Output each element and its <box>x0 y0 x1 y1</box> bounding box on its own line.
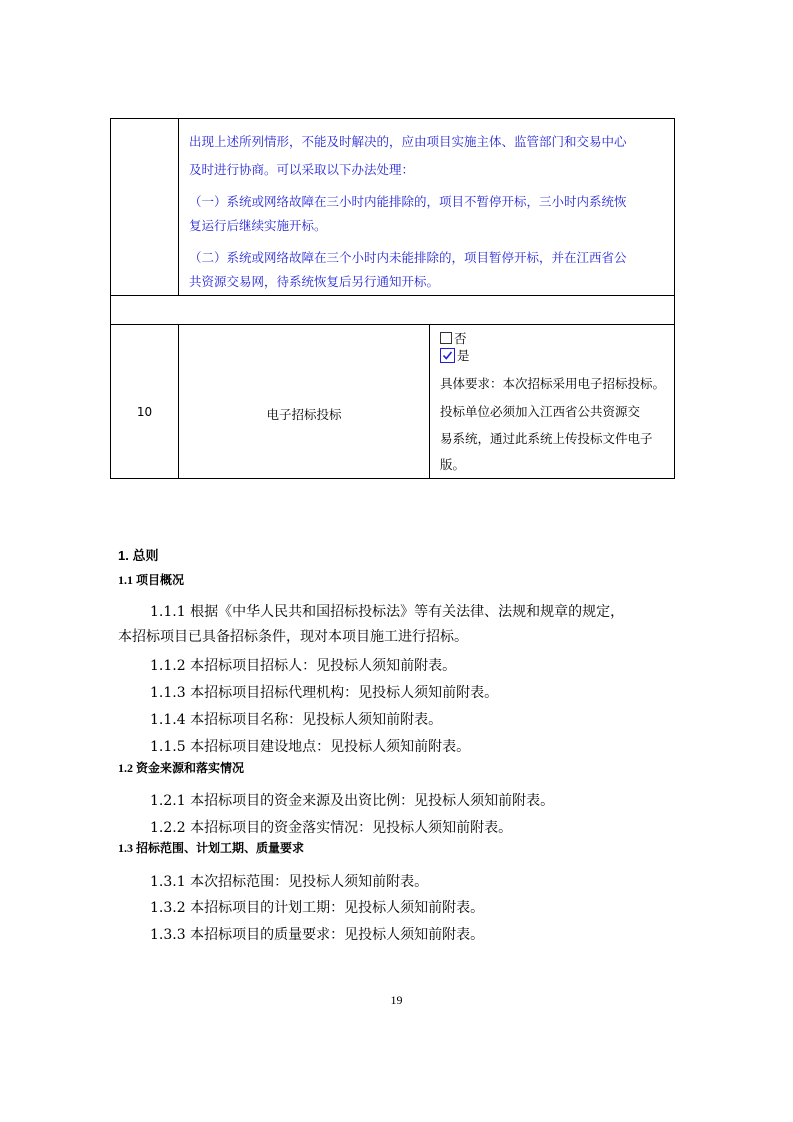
checkbox-empty-icon[interactable] <box>440 332 452 344</box>
paragraph: 1.3.3 本招标项目的质量要求：见投标人须知前附表。 <box>150 927 485 943</box>
page-number: 19 <box>390 993 403 1007</box>
subsection-title: 1.2 资金来源和落实情况 <box>118 761 245 775</box>
row-number: 10 <box>136 405 153 419</box>
paragraph: 1.3.2 本招标项目的计划工期：见投标人须知前附表。 <box>150 900 485 916</box>
requirement-line: 具体要求：本次招标采用电子招标投标。 <box>440 376 666 391</box>
table-text-line: 出现上述所列情形，不能及时解决的，应由项目实施主体、监管部门和交易中心 <box>189 134 627 149</box>
subsection-title: 1.3 招标范围、计划工期、质量要求 <box>118 841 305 855</box>
row-item-name: 电子招标投标 <box>266 407 342 422</box>
table-rule <box>111 324 674 325</box>
paragraph: 1.1.5 本招标项目建设地点：见投标人须知前附表。 <box>150 739 471 755</box>
paragraph: 1.2.2 本招标项目的资金落实情况：见投标人须知前附表。 <box>150 820 513 836</box>
table-rule <box>178 119 179 295</box>
clause-table <box>110 118 675 479</box>
table-text-line: 共资源交易网，待系统恢复后另行通知开标。 <box>189 274 440 289</box>
requirement-line: 易系统，通过此系统上传投标文件电子 <box>440 431 653 446</box>
paragraph: 1.2.1 本招标项目的资金来源及出资比例：见投标人须知前附表。 <box>150 793 555 809</box>
paragraph: 本招标项目已具备招标条件，现对本项目施工进行招标。 <box>118 629 468 645</box>
requirement-line: 版。 <box>440 457 466 472</box>
table-text-line: （二）系统或网络故障在三个小时内未能排除的，项目暂停开标，并在江西省公 <box>189 250 627 265</box>
paragraph: 1.1.3 本招标项目招标代理机构：见投标人须知前附表。 <box>150 685 499 701</box>
table-rule <box>429 324 430 478</box>
table-text-line: （一）系统或网络故障在三小时内能排除的，项目不暂停开标，三小时内系统恢 <box>189 194 627 209</box>
option-no-label: 否 <box>454 331 467 346</box>
table-text-line: 及时进行协商。可以采取以下办法处理： <box>189 162 415 177</box>
subsection-title: 1.1 项目概况 <box>118 573 185 587</box>
paragraph: 1.1.4 本招标项目名称：见投标人须知前附表。 <box>150 712 443 728</box>
option-yes[interactable] <box>440 346 470 364</box>
paragraph: 1.1.2 本招标项目招标人：见投标人须知前附表。 <box>150 658 457 674</box>
section-title: 1. 总则 <box>118 548 159 563</box>
table-text-line: 复运行后继续实施开标。 <box>189 218 327 233</box>
table-rule <box>178 324 179 478</box>
requirement-line: 投标单位必须加入江西省公共资源交 <box>440 404 641 419</box>
checkbox-checked-icon[interactable] <box>440 348 455 363</box>
option-yes-label: 是 <box>457 348 470 363</box>
option-no[interactable] <box>440 329 467 347</box>
table-rule <box>111 295 674 296</box>
paragraph: 1.1.1 根据《中华人民共和国招标投标法》等有关法律、法规和规章的规定， <box>150 604 625 620</box>
paragraph: 1.3.1 本次招标范围：见投标人须知前附表。 <box>150 874 429 890</box>
